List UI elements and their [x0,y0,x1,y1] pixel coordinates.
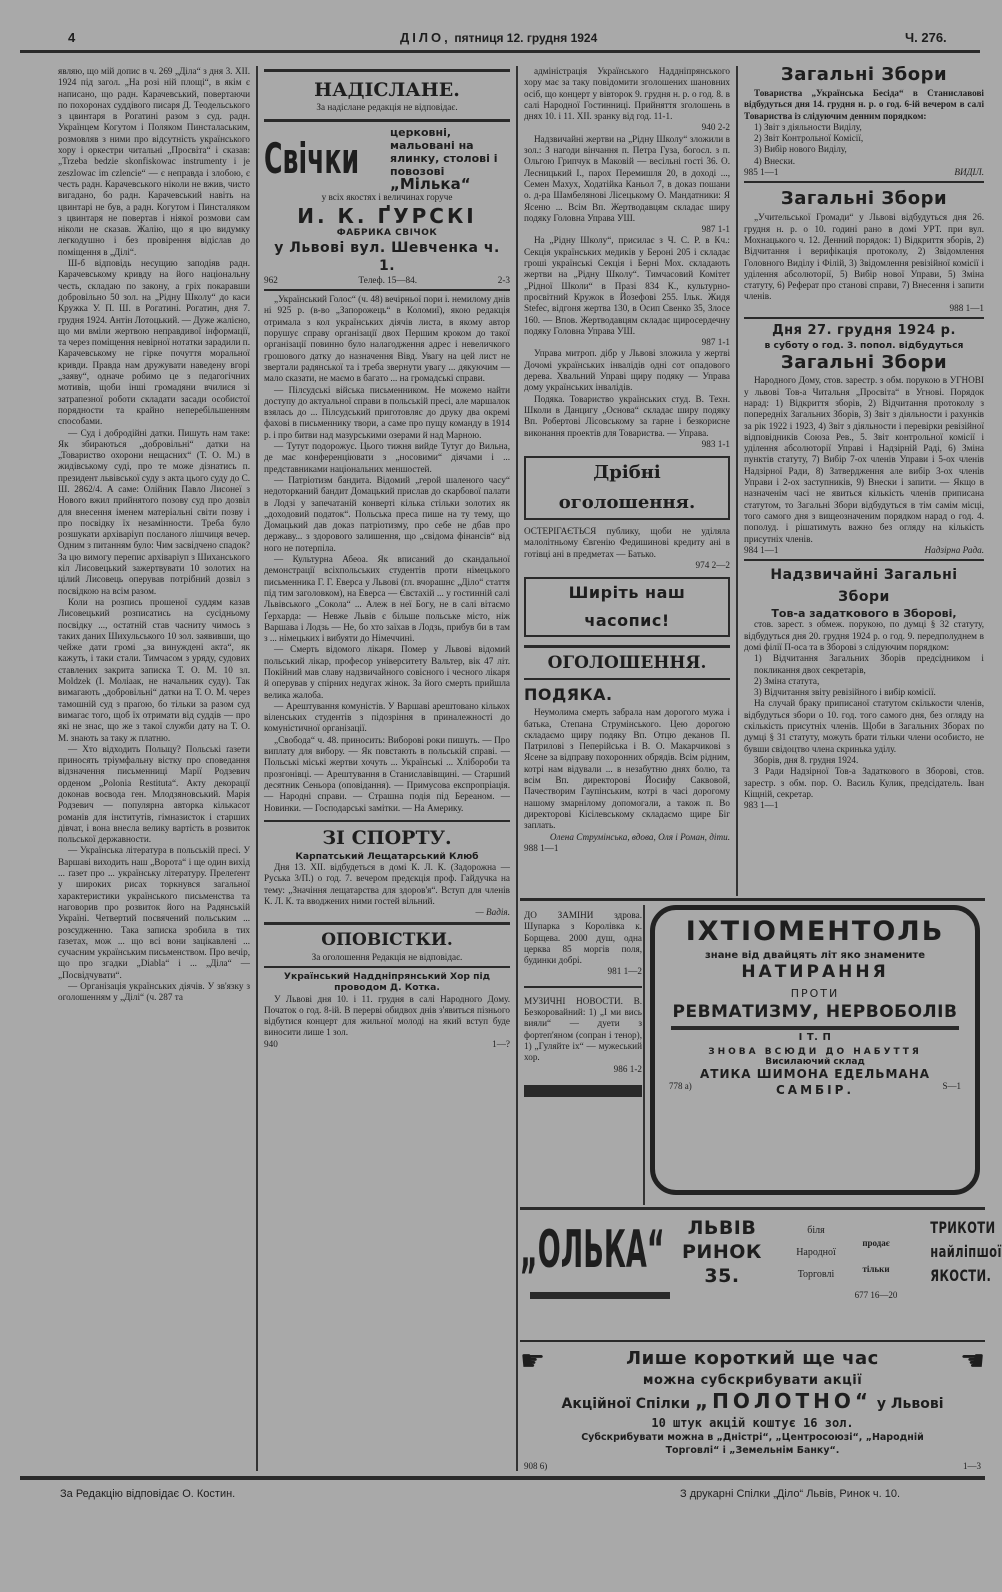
signature: — Вадія. [475,907,510,918]
candles-ad-word: Свічки [264,134,360,184]
ad-code: 2-3 [497,274,510,285]
meeting-subheading: Тов-а задаткового в Зборові, [771,607,957,621]
ad-code: 984 1—1 [744,544,779,555]
thanks-text: Неумолима смерть забрала нам дорогого мужа і батька, Степана Струмінського. Цею дорогою складаємо щиру подяку Вп. Отцю деканов П. Патриловi з Пеперійська і В. О. Макарчикові з Ясене за відправу похоронних обрядів. Всім рідним, котрі нам відували ... в незабутню днях болю, та всім Вп. директорові Йосифу Саквовой, Пачестворим Гаупінським, котрі в часі дорогому нашому змарнілому допомогали, а також п. Во директорові Кісілевському складаємо щире Біг заплать. [524,707,730,831]
column-divider [256,66,258,1471]
column-1 [58,66,250,1471]
agenda-item: 1) Звіт з діяльности Виділу, [754,121,862,132]
masthead [400,30,597,45]
meeting-text: На случай браку приписаної статутом скількости членів, відбудуться збори о 10. год. того самого дня, без огляду на скількість присутніх членів. Щоби в Загальних Зборах по думці § 31 статуту, можуть брати тільки члени особисто, не бувши свідоцтво члена скринька уділу. [744,698,984,754]
olka-sells [848,1230,904,1308]
section-rule [520,1340,985,1342]
article-paragraph: — Пілсудські війська письменником. Не можемо найти доступу до актуальної справи в польській пресі, але маршалок взялась до ... Пілсудський приготовляє до друку два окремі фахові в письменнику твори, а саме про пущу команду в 1914 р. і про битви над мазурськими озерами й над Марною. [264,384,510,440]
olka-ad [520,1212,1002,1330]
section-rule [524,1085,642,1097]
olka-near-line: Народної [796,1247,836,1258]
olka-address-line: РИНОК [682,1241,762,1263]
article-paragraph: адміністрація Українського Наддніпрянського хору має за таку повідомити зголошених шановних осіб, що концерт у вівторок 9. грудня н. р. о год. 8. в салі Народної Гостинниці. Прийняття зголошень в днях 10. і 11. XII. зранку від год. 11-1. [524,66,730,122]
article-paragraph: — Українська література в польській пресі. У Варшаві виходить наш „Ворота“ і ще один вихід ... ґазет про ... українську літературу. Прелеґент у широких рисах торкнувся загальної характеристики українського письменства та наговорив про розвиток його на Радянській Україні. Четвертий посвячений польським ... розсудженню. Така записка зробила в тих ґазетах, мож ... що всі вони зацікавлені ... сучасним українським письменством. Про вечір, що про згадки „Diabla“ і ... „Діла“ — „Посвідчувати“. [58,845,250,980]
warning-notice: ОСТЕРІГАЄТЬСЯ публику, щоби не уділяла малолітньому Євгенію Федишинові кредиту ані в готівці ані в предметах — Батько. [524,526,730,559]
section-rule [530,1292,670,1299]
candles-ad-tagline: у всіх якостях і величинах горуче [321,192,453,203]
ichthiomentol-line: РЕВМАТИЗМУ, НЕРВОБОЛІВ [672,1002,958,1022]
ichthiomentol-ad [650,905,980,1195]
opovistky-disclaimer: За оголошення Редакція не відповідає. [311,951,463,962]
newspaper-title: ДІЛО, [400,30,451,45]
ad-code: 1—? [492,1038,510,1049]
polotno-price: 10 штук акцій коштує 16 зол. [651,1416,854,1430]
section-rule [264,119,510,122]
article-paragraph: „Свобода“ ч. 48. приносить: Виборові роки пишуть. — Про виплату для вибору. — Як повстають в польській справі. — Польські міські жертви хочуть ... Українські ... Хлібороби та прозгонівці. — Арештування в Станиславівщині. — Старший десятник Сеньора (оповідання). — Примусова експропріація. — Народні справи. — Страшна подія під Береаном. — Новинки. — Господарські замітки. — На Америку. [264,734,510,813]
ichthiomentol-line: І Т. П [798,1032,832,1043]
polotno-line: можна субскрибувати акції [642,1373,863,1388]
article-paragraph: — Арештування комуністів. У Варшаві арештовано кількох віленських студентів з підозріння в приналежності до комуністичної організації. [264,700,510,734]
article-paragraph: — Суд і добродійні датки. Пишуть нам таке: Як збираються „добровільні“ датки на „Товариство охорони нещасних“ (Т. О. М.) в жидівському суді, про те може дізнатись п. президент львівської суду з акта цього суду до С. Ш. 2862/4. А саме: Олійник Павло Лисонеї з Нового вжил прийнятого позову суд про дозвіл для внесення іменем матеріальні світи позву і про посвідку їх незамінности. Треба було розшукати архіваріуп посланого лішчиця вечер. Одним з питанням було: Чим засвідчено спадок? За цю вимогу перепис архіваріуп з Шиханського кіл Лисовецький зажертвувати 10 золотих на цілий Лисовець оперував потрібний дозвіл з посвідкою на всім разом. [58,427,250,596]
sport-heading: ЗІ СПОРТУ. [322,826,452,849]
section-rule [264,289,510,291]
meeting-text: стов. зарест. з обмеж. порукою, по думці § 32 статуту, відбудуться дня 20. грудня 1924 р. о год. 9. передполуднем в домі філії П-оса та в Зборові з слідуючим порядком: [744,619,984,652]
olka-goods-line: найліпшої [930,1242,1002,1261]
meeting-heading: Загальні Збори [780,188,948,210]
ichthiomentol-line: САМБІР. [776,1083,854,1097]
meeting-date: Зборів, дня 8. грудня 1924. [754,754,859,765]
header-rule [20,50,980,53]
ad-code: 778 а) [669,1081,692,1091]
olka-goods-line: ТРИКОТИ [930,1218,996,1237]
section-rule [671,1026,959,1030]
candles-ad-brand: „Мілька“ [390,175,471,194]
section-rule [524,678,730,680]
olka-sells-line: тільки [862,1264,890,1274]
editor-credit: За Редакцію відповідає О. Костин. [60,1488,236,1500]
agenda-item: 1) Відчитання Загальних Зборів предсідником і покликання двох секретарів, [754,653,984,675]
nadislane-heading: НАДІСЛАНЕ. [314,79,460,101]
nadislane-disclaimer: За надіслане редакція не відповідає. [316,102,458,112]
meeting-time: в суботу о год. 3. попол. відбудуться [764,340,964,352]
ad-code: 974 2—2 [695,559,730,570]
section-rule [744,559,984,561]
candles-ad [264,126,510,286]
thanks-heading: ПОДЯКА. [524,685,613,705]
article-paragraph: На „Рідну Школу“, присилає з Ч. С. Р. в Кч.: Секція українських медиків у Бероні 205 і складає гроші українські Секція і Берні Мох. складають жертви на „Рідну Школу“. Тимчасовий Комітет „Рідної Школи“ в Празі 834 К., культурно-просвітний Кружок в Йозефові 255. Ільк. Жидя Stefec, відгоня жертва 130, в Осип Свенко 35, Злосе 160. — Впов. Жертводавцям складає щиросердечну подяку Головна Управа УШ. [524,235,730,336]
ad-code: 988 1—1 [949,302,984,313]
opovistky-heading: ОПОВІСТКИ. [321,929,453,950]
section-rule [524,645,730,648]
article-paragraph: — Тутут подорожує. Цього тижня вийде Тутуг до Вильна, де має конференціювати з „носовими“ діячами і ... представниками національних меншостей. [264,441,510,474]
olka-address [682,1216,762,1288]
article-paragraph: Ш-б відповідь несущию заподіяв радн. Карачевському кривду на його національну честь, складаю по закону, а гріх покаравши добровільно 50 зол. на „Рідну Школу“ до каси Кружка У. П. Ш. в Рогатині. Рогатин, дня 7. грудня 1924. Антін Лотоцький. — Дуже жалієно, що ми вміли жертвою неправдивої інформації, та через поміщення невірної нотатки зарадили п. Карачевському не гірке почуття моральної кривди. Правда нам дружувати наведену вгорі „заяву“, одначе робимо це з педагогічних мотивів, щоби інші громадяни вчилися зі затрапезної роботи складати засади особистої порядности та крайно неперебільшенням способами. [58,258,250,427]
polotno-ad [520,1346,985,1471]
agenda-item: 4) Внески. [754,155,796,166]
signature: З Ради Надзірної Тов-а Задаткового в Зборові, стов. зарестр. з обм. пор. О. Василь Кулик, предсідатель. Іван Кіщній, секретар. [744,766,984,799]
sport-subheading: Карпатський Лещатарський Клюб [295,850,479,862]
section-rule [264,820,510,822]
column-divider [516,66,518,1471]
ad-code: 988 1—1 [524,842,559,853]
meeting-heading: Загальні Збори [780,64,948,85]
polotno-line: Лише короткий ще час [626,1348,879,1369]
candles-ad-maker: И. К. ҐУРСКІ [297,203,477,228]
candles-ad-phone: Телеф. 15—84. [358,274,418,285]
agenda-item: 3) Вибір нового Виділу, [754,144,847,155]
issue-number: Ч. 276. [905,30,947,45]
polotno-subscribe: Субскрибувати можна в „Дністрі“, „Центросоюзі“, „Народній Торговлі“ і „Земельнім Банку“. [581,1432,924,1456]
olka-name: „ОЛЬКА“ [520,1220,665,1280]
ad-code: 987 1-1 [701,224,730,235]
olka-goods [909,1216,1002,1288]
ad-code: S—1 [942,1081,961,1091]
spread-paper-box [524,577,730,637]
article-paragraph: — Органiзація українських діячів. У зв'язку з оголошенням у „Ділі“ (ч. 287 та [58,981,250,1003]
olka-sells-line: продає [862,1238,890,1248]
olka-near-line: біля [807,1225,825,1236]
small-ads [524,910,642,1205]
olka-near-line: Торговлі [797,1269,835,1280]
section-rule [264,922,510,925]
small-ads-heading: Дрібні оголошення. [558,462,696,514]
meeting-text: Товариства „Українська Бесіда“ в Станиславові відбудуться дня 14. грудня н. р. о год. 6-ій вечером в салі Товариства із слідуючим денним порядком: [744,88,984,121]
section-rule [744,181,984,183]
article-paragraph: — Хто відходить Польщу? Польські ґазети приносять тріумфальну вістку про споведання відзначення письменниці Марії Родзевич орденом „Polonia Restituta“. Акту декорації доконав воєвода ген. Млодзяновський. Марія Родзевич — популярна авторка кількасот романів для інститутів, гімназисток і старших дівчат, і вона внесла велику вартість в розвиток польської державности. [58,743,250,845]
article-paragraph: Управа митроп. дібр у Львові зложила у жертві Дочомі українських інвалідів одні сот опадового дерева. Хвальний Управі щиру подяку — Управа дому українських інвалідів. [524,348,730,393]
candles-ad-factory: ФАБРИКА СВІЧОК [336,227,438,238]
meeting-date: Дня 27. грудня 1924 р. [772,323,956,339]
agenda-item: 3) Відчитання звіту ревізійного і вибір комісії. [754,687,936,698]
olka-address-line: ЛЬВІВ [687,1217,757,1239]
ad-code: 1—3 [963,1461,981,1471]
small-ad: МУЗИЧНІ НОВОСТИ. В. Безкоровайний: 1) „І ми вись вияли“ — дуети з фортеп'яном (сопран і тенор), 1) „Гуляйте ix“ — мужеський хор. [524,995,642,1063]
ad-code: 677 16—20 [854,1290,898,1300]
polotno-line: Акційної Спілки [561,1396,691,1412]
ichthiomentol-line: ЗНОВА ВСЮДИ ДО НАБУТТЯ [708,1047,922,1057]
ad-code: 908 6) [524,1461,548,1471]
meeting-text: Народного Дому, стов. зарестр. з обм. порукою в УГНОВІ у львові Тов-а Читальня „Просвіта“ в Угнові. Порядок нарад: 1) Відкриття зборів, 2) Відчитання протоколу з попередніх Загальних Зборів, 3) Звіт з діяльности і рахунків за рік 1922 і 1923, 4) Звіт з діяльности і перевірки ревізійної відповідників Союза Рев., 5. Звіт контрольної комісії і уділення абсолюторії Управі і Надзірній Раді, 6) Зміна пунктів статуту, 7) Вибір 7-ох членів Управи і 5-ох членів Надзірної Ради, 8) Затвердження але вибір 3-ох членів Управи і 2-ох заступників, 9) Внески і запити. — Якщо в назначенім часі не явиться кількість членів приписана статутом, то Загальні Збори відбудуться в тім самім місці, того самого дня з вищеозначеним порядком нарад о год. 4. пополуд. і рішатимуть важно без огляду на кількість присутніх членів. [744,375,984,544]
olka-near [788,1220,844,1286]
small-ads-heading-box [524,456,730,520]
ad-code: 940 2-2 [701,122,730,133]
ichthiomentol-line: НАТИРАННЯ [741,962,889,982]
pointing-hand-icon: ☛ [520,1346,546,1377]
column-4 [744,62,984,896]
article-paragraph: „Український Голос“ (ч. 48) вечірньої пори і. немилому днів ні 925 р. (в-во „Запорожець“ в Коломиї), якою редакція отримала з кол українських діячів листа, в якому автор порушує справу організації двох Першим кроком до такої організації повинно було налагодження адрес і невеличкого грошового датку до назначення Вівд. Увагу на цей лист не звертали радянської та і треба звернути увагу ... дякуючим — мало сказати, не маємо в багато ... на громадські справи. [264,294,510,384]
ichthiomentol-line: ПРОТИ [790,987,840,1000]
small-ad: ДО ЗАМІНИ здрова. Шупарка з Королівка к. Борщева. 2000 душ, одна церква 85 моргів поля, будинки добрі. [524,910,642,966]
column-divider [736,66,738,896]
footer-rule [20,1476,985,1480]
candles-ad-desc: церковні, мальовані на ялинку, столові і повозові [390,126,498,179]
ichthiomentol-line: Висилаючий склад [765,1057,865,1067]
signature: Надзірна Рада. [924,544,984,555]
column-divider [643,905,645,1205]
spread-paper-slogan: Ширіть наш часопис! [568,583,686,631]
section-rule [264,966,510,968]
printer-credit: З друкарні Спілки „Діло“ Львів, Ринок ч. 10. [680,1488,901,1500]
ad-code: 962 [264,274,278,285]
ad-code: 983 1-1 [701,438,730,449]
article-paragraph: — Культурна Абеоа. Як вписаний до скандальної демонстрації всіхпольських студентів проти німецького письменника Г. Г. Еверса у Львові (гл. вчорашнє „Діло“ стаття під тим заголовком), на Еверса — Євстахій ... у гостинній салі Львівського „Сокола“ ... Алеж в неї Богу, не в салі вітаємо Ґерхарда: — Невже Львів є більше польське місто, ніж Варшава і Лодзь — Не, бо хто заїхав в Лодзь, прибув би в там з ... німецьких і вибуяти до Німеччині. [264,554,510,644]
ad-code: 987 1-1 [701,337,730,348]
ad-code: 986 1-2 [613,1063,642,1074]
article-paragraph: У Львові дня 10. і 11. грудня в салі Народного Дому. Початок о год. 8-ій. В перерві обидвох днів з'явиться пізнього відбутися концерт для жильної молоді на який вступ буде виносити лише 1 зол. [264,993,510,1038]
ad-code: 981 1—2 [607,966,642,977]
section-rule [744,317,984,319]
article-paragraph: — Смерть відомого лікаря. Помер у Львові відомий польський лікар, професор університету Вальтер, вік 47 літ. Покійний мав славу надзвичайного совісного і чесного лікаря й оперував у спірних недугах жінок. За його смерть прийшла велика жалоба. [264,644,510,700]
section-rule [520,898,985,901]
meeting-text: „Учительської Громади“ у Львові відбудуться дня 26. грудня н. р. о 10. годині рано в домі УРТ. при вул. Мохнацького ч. 12. Денний порядок: 1) Відкриття зборів, 2) Відчитання і верифікація протоколу, 2) Звідомлення Головного Виділу і Філій, 3) Звідомлення ревізійної комісії і уділення абсолюторії, 5) Вибір нової Управи, 5) Зміна статуту, 6) Реферат про станові справи, 7) Внесення і запити членів. [744,212,984,302]
announcements-heading: ОГОЛОШЕННЯ. [547,653,707,674]
column-3 [524,66,730,896]
olka-goods-line: ЯКОСТИ. [930,1266,992,1285]
polotno-name: „ПОЛОТНО“ [694,1389,872,1413]
article-paragraph: Дня 13. XII. відбудеться в домі К. Л. К. (Задорожна — Руська 3/П.) о год. 7. вечером предєкція проф. Гайдучка на тему: „Значіння лещатарства для здоров'я“. Вступ для членів К. Л. К. та вводжених ними гостей вільний. [264,862,510,907]
column-2 [264,66,510,1471]
article-paragraph: являю, що мій допис в ч. 269 „Діла“ з дня 3. XII. 1924 під загол. „На розі ній площі“, в якім є написано, що радн. Карачевський, повертаючи по похоронах суддівого писаря Д. Теодельського з цвинтаря в Рогатині разом з суд. радн. Українцем Когутом і Поляком Пинсталаським, розмовляв з ними про відсутність українського хору і оркестри читальні „Просвіта“ і сказав: „Trzeba bedzie skonfiskowac instrumenty i je zeszlowac im czlencie“ — є неправда і злобою, є честь радн. Карачевського ніколи не вжив, чисто вигадано, бо радн. Карачевський навіть на цвинтарі не був, а радн. Когутом і Пинсталяком з цвинтаря не повертав і ніякої розмови сам ніколи не сказав. Жалію, що я цю видумку легкодушно і без провірення відіслав до поміщення в „Ділі“. [58,66,250,257]
signature: ВИДІЛ. [954,167,984,178]
meeting-heading: Загальні Збори [780,352,948,374]
article-paragraph: Надзвичайні жертви на „Рідну Школу“ зложили в зол.: З нагоди вінчання п. Петра Гуза, богосл. з п. Ольгою Грипчук в Маковій — весільні гості 36. О. Лесницький І., парох Перемишля 20, в доході ..., Семен Махух, Ходатійка Каньол 7, в доказ пошани о. д-ра Шамбелянові Лісецькому О. Мандатники: Я Ясеню ... Всім Вп. Жертводавцям складає ширу подяку Головна Управа УШ. [524,133,730,223]
ad-code: 985 1—1 [744,167,779,178]
issue-date: пятниця 12. грудня 1924 [454,31,598,45]
meeting-heading: Надзвичайні Загальні Збори [770,567,958,606]
choir-heading: Український Наддніпрянський Хор під проводом Д. Котка. [283,970,491,994]
ichthiomentol-line: АТИКА ШИМОНА ЕДЕЛЬМАНА [699,1067,931,1081]
page-number: 4 [68,30,76,45]
ad-code: 983 1—1 [744,800,779,811]
section-rule [524,986,642,988]
section-rule [264,69,510,72]
ad-code: 940 [264,1038,278,1049]
ichthiomentol-title: ІХТІОМЕНТОЛЬ [685,916,945,947]
article-paragraph: Коли на розпись прошеної суддям казав Лисовецький розписатись на сусідньому посвідку ..., остатній став часниту чимось з таких даних Шихульського 10 зол. заявивши, що чейже дати громі „за винуждені акта“, як кажуть, і таки стали. Тимчасом з уряду, судових ставлених закрита записка Т. О. М. 10 зл. Moldzek (І. Моліаак, не начальник суду). Так вимагають „добровільні“ датки на Т. О. М. через тамошній суд з праґою, бо тільки за разом суд вимагає того, щоб їх отримати від суддів — про які не знає, що же з такої служби дату на Т. О. М. знають за таку ж платню. [58,596,250,743]
agenda-item: 2) Звіт Контрольної Комісії, [754,133,864,144]
section-rule [520,1207,985,1210]
ichthiomentol-line: знане від двайцять літ яко знамените [704,950,926,961]
candles-ad-address: у Львові вул. Шевченка ч. 1. [274,239,500,274]
article-paragraph: Подяка. Товариство українських студ. В. Техн. Школи в Данцигу „Основа“ складає ширу подяку Вп. Робертові Лісовському за гарне і безкорисне виконання проектів для Товариства. — Управа. [524,393,730,438]
agenda-item: 2) Зміна статута, [754,675,820,686]
article-paragraph: — Патріотизм бандита. Відомий „герой шаленого часу“ недоторканий бандит Домацький прислав до скарбової палати в Лодзі у запечатаній конверті кілька стільки золотих як „доходовий податок“. Польська преса пише на ту тему, що Домацький дав доказ патріотизму, про себе не дбав про державу... з здорового залишення, що „свідома фінансів“ від ного не потерпіла. [264,474,510,553]
pointing-hand-icon: ☛ [959,1346,985,1377]
signature: Олена Струмінська, вдова, Оля і Роман, діти. [549,831,730,842]
olka-address-line: 35. [704,1265,740,1287]
polotno-line: у Львові [876,1396,944,1412]
